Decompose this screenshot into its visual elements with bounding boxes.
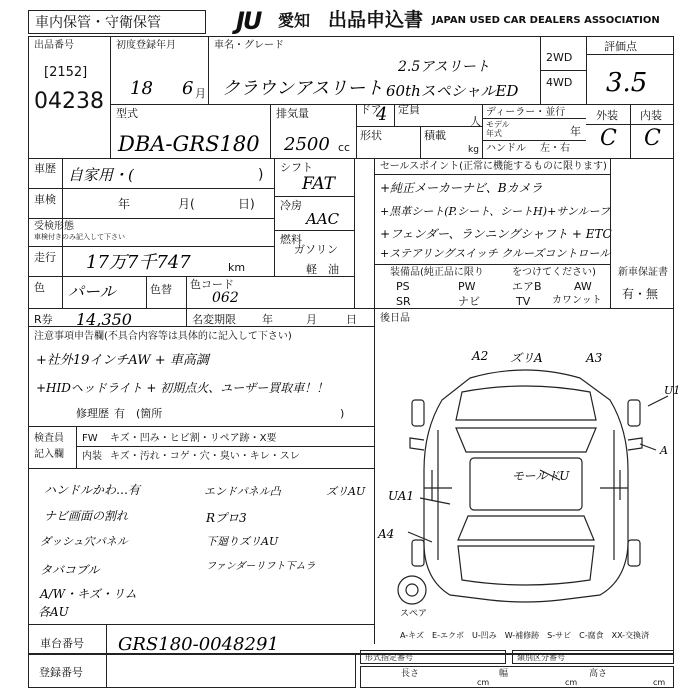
diagram-label-a3: A3: [586, 351, 603, 365]
dealer-label: ディーラー・並行: [486, 107, 566, 118]
car-mirror-left: [410, 438, 424, 450]
wheel-front-left: [412, 400, 424, 426]
equipment-airbag: エアB: [512, 280, 542, 293]
capacity-unit: 人: [470, 115, 481, 128]
equipment-aw: AW: [574, 280, 592, 293]
drive-2wd: 2WD: [546, 51, 573, 64]
notes-label: 注意事項申告欄(不具合内容等は具体的に記入して下さい): [34, 331, 292, 342]
equipment-label-end: をつけてください): [512, 267, 596, 278]
car-roof: [470, 458, 582, 510]
shape-cert-box: [360, 650, 506, 664]
registration-label: 初度登録年月: [116, 40, 176, 51]
repair-close: ): [340, 407, 345, 420]
interior-label: 内装: [640, 109, 662, 122]
inspector-fw-items: キズ・凹み・ヒビ割・リペア跡・X要: [110, 433, 277, 444]
shape-label: 形状: [360, 129, 382, 142]
equipment-pw: PW: [458, 280, 476, 293]
length-label: 長さ: [401, 669, 420, 679]
shift-label: シフト: [280, 161, 313, 174]
handle-options: 左・右: [540, 143, 570, 154]
mileage-value: 17万7千747: [86, 252, 191, 273]
chassis-value: GRS180-0048291: [118, 634, 279, 655]
inspector-note-6: 各AU: [38, 605, 69, 619]
car-mirror-right: [628, 438, 642, 450]
diagram-label-molding: モールドU: [512, 469, 570, 483]
association-name: JAPAN USED CAR DEALERS ASSOCIATION: [432, 15, 660, 26]
doors-value: 4: [376, 104, 388, 125]
inspector-interior-label: 内装: [82, 451, 102, 462]
color-label: 色: [34, 281, 45, 294]
ac-value: AAC: [306, 210, 340, 228]
equipment-other: カワンット: [552, 295, 602, 306]
chassis-label: 車台番号: [40, 637, 84, 650]
inspector-note-r2: ズリAU: [326, 485, 366, 498]
color-code-value: 062: [212, 290, 239, 306]
equipment-ps: PS: [396, 280, 410, 293]
history-close: ): [258, 167, 264, 183]
form-note: 車検付きのみ記入して下さい: [34, 233, 125, 241]
inspector-note-5: A/W・キズ・リム: [40, 587, 137, 601]
type-label: 型式: [116, 107, 138, 120]
diagram-label-zuri: ズリA: [510, 351, 543, 365]
note-line-1: +社外19インチAW + 車高調: [36, 353, 209, 368]
inspector-note-4: タバコブル: [40, 563, 100, 577]
diagram-label-u1: U1: [664, 384, 681, 397]
rating-score: 3.5: [606, 68, 648, 98]
load-unit: kg: [468, 145, 479, 155]
model-label: 車名・グレード: [214, 40, 284, 51]
equipment-navi: ナビ: [458, 295, 480, 308]
exterior-label: 外装: [596, 109, 618, 122]
color-change-label: 色替: [150, 283, 172, 296]
name-change-month: 月: [306, 313, 317, 326]
equipment-label: 装備品(純正品に限り: [390, 267, 484, 278]
model-year-label: モデル: [486, 120, 510, 129]
dimensions-box: [360, 666, 674, 688]
car-windshield: [456, 428, 596, 452]
history-label: 車歴: [34, 162, 56, 175]
inspector-note-r1: エンドパネル凸: [204, 485, 281, 498]
org-name: 愛知: [278, 11, 311, 30]
load-label: 積載: [424, 129, 446, 142]
diagram-label-spare: スペア: [400, 609, 428, 619]
shape-cert-label: 形式指定番号: [365, 653, 413, 662]
equipment-sr: SR: [396, 295, 411, 308]
width-label: 幅: [499, 669, 509, 679]
inspector-note-r3: Rプロ3: [206, 511, 247, 525]
inspector-fw-label: FW: [82, 433, 98, 444]
repair-label: 修理歴: [76, 407, 109, 420]
car-left-side: [432, 430, 438, 560]
type-value: DBA-GRS180: [118, 132, 260, 156]
car-hood: [456, 386, 596, 420]
capacity-label: 定員: [398, 103, 420, 116]
model-name: クラウンアスリート: [222, 78, 384, 99]
color-code-label: 色コード: [190, 278, 234, 291]
model-year-sub: 年式: [486, 129, 502, 138]
car-rear-window: [458, 516, 594, 540]
form-title: 出品申込書: [328, 9, 424, 31]
inspector-note-1: ハンドルかわ…有: [44, 483, 141, 497]
registration-year: 18: [130, 78, 153, 99]
diagram-label-a4: A4: [378, 527, 395, 541]
car-right-side: [614, 430, 620, 560]
storage-label: 車内保管・守衛保管: [35, 15, 161, 31]
inspection-day: 日): [238, 197, 255, 211]
car-body-outline: [424, 370, 628, 602]
inspector-note-3: ダッシュ穴パネル: [40, 535, 128, 548]
inspector-note-2: ナビ画面の割れ: [44, 509, 129, 523]
wheel-front-right: [628, 400, 640, 426]
diagram-label-a2: A2: [472, 349, 489, 363]
registration-month: 6: [182, 78, 194, 99]
mileage-label: 走行: [34, 251, 56, 264]
length-cm: cm: [477, 678, 490, 687]
ac-label: 冷房: [280, 199, 302, 212]
registration-number-box: [28, 654, 356, 688]
car-trunk: [458, 546, 594, 585]
wheel-rear-right: [628, 540, 640, 566]
handle-label: ハンドル: [486, 143, 526, 154]
equipment-tv: TV: [516, 295, 531, 308]
note-line-2: +HIDヘッドライト + 初期点火、ユーザー買取車！！: [36, 381, 329, 395]
selling-point-3: +フェンダー、ランニングシャフト + ETC: [380, 227, 612, 241]
interior-grade: C: [644, 126, 661, 151]
name-change-year: 年: [262, 313, 273, 326]
reg-number-label: 登録番号: [39, 666, 83, 679]
grade-line1: 2.5アスリート: [398, 59, 490, 75]
lot-label: 出品番号: [34, 40, 74, 51]
recycle-value: 14,350: [76, 310, 132, 329]
ju-logo: JU: [236, 7, 261, 35]
repair-value: 有 (箇所: [114, 407, 163, 420]
inspector-note-r4: 下廻りズリAU: [206, 535, 279, 548]
inspection-label: 車検: [34, 193, 56, 206]
width-cm: cm: [565, 678, 578, 687]
selling-point-1: +純正メーカーナビ、Bカメラ: [380, 181, 543, 195]
displacement-label: 排気量: [276, 107, 309, 120]
wheel-rear-left: [412, 540, 424, 566]
diagram-label-ua1: UA1: [388, 489, 415, 503]
fuel-gas: ガソリン: [294, 243, 338, 256]
inspection-month: 月(: [178, 197, 195, 211]
displacement-value: 2500: [284, 134, 330, 155]
selling-point-2: +黒革シート(P.シート、シートH)+サンルーフ: [380, 205, 610, 218]
fuel-diesel: 軽 油: [306, 263, 339, 276]
color-value: パール: [68, 282, 116, 301]
inspector-note-r5: ファンダーリフト下ムラ: [206, 561, 316, 572]
form-label: 受検形態: [34, 221, 74, 232]
lot-number: 04238: [34, 89, 104, 114]
registration-month-unit: 月: [195, 87, 206, 100]
arrow-u1: [648, 396, 668, 406]
doors-label: ドア: [360, 103, 382, 116]
warranty-options: 有・無: [622, 287, 659, 301]
class-num-box: [512, 650, 674, 664]
selling-points-label: セールスポイント(正常に機能するものに限ります): [380, 161, 607, 172]
spare-tire-hub: [406, 584, 418, 596]
shift-value: FAT: [302, 174, 336, 194]
history-value: 自家用・(: [68, 166, 134, 184]
spare-tire: [398, 576, 426, 604]
diagram-label-right-mark: A: [660, 444, 668, 457]
class-num-label: 類別区分番号: [517, 653, 565, 662]
exterior-grade: C: [600, 126, 617, 151]
inspector-interior-items: キズ・汚れ・コゲ・穴・臭い・キレ・スレ: [110, 451, 300, 462]
drive-4wd: 4WD: [546, 76, 573, 89]
rating-label: 評価点: [604, 40, 637, 53]
back-seat-label: 後日品: [380, 313, 410, 324]
inspection-year: 年: [118, 197, 131, 211]
inspector-label-1: 検査員: [34, 433, 64, 444]
name-change-label: 名変期限: [192, 313, 236, 326]
mileage-unit: km: [228, 261, 246, 274]
cc-unit: cc: [338, 141, 351, 154]
recycle-label: R券: [34, 313, 53, 326]
height-label: 高さ: [589, 669, 608, 679]
selling-point-4: +ステアリングスイッチ クルーズコントロール: [380, 247, 611, 260]
model-year-unit: 年: [570, 125, 581, 138]
lot-sub-number: [2152]: [44, 65, 88, 80]
grade-line2: 60thスペシャルED: [386, 82, 519, 100]
inspector-label-2: 記入欄: [34, 449, 64, 460]
fuel-label: 燃料: [280, 233, 302, 246]
damage-legend: A-キズ E-エクボ U-凹み W-補修跡 S-サビ C-腐食 XX-交換済: [400, 631, 650, 640]
warranty-label: 新車保証書: [618, 267, 668, 278]
name-change-day: 日: [346, 313, 357, 326]
height-cm: cm: [653, 678, 666, 687]
